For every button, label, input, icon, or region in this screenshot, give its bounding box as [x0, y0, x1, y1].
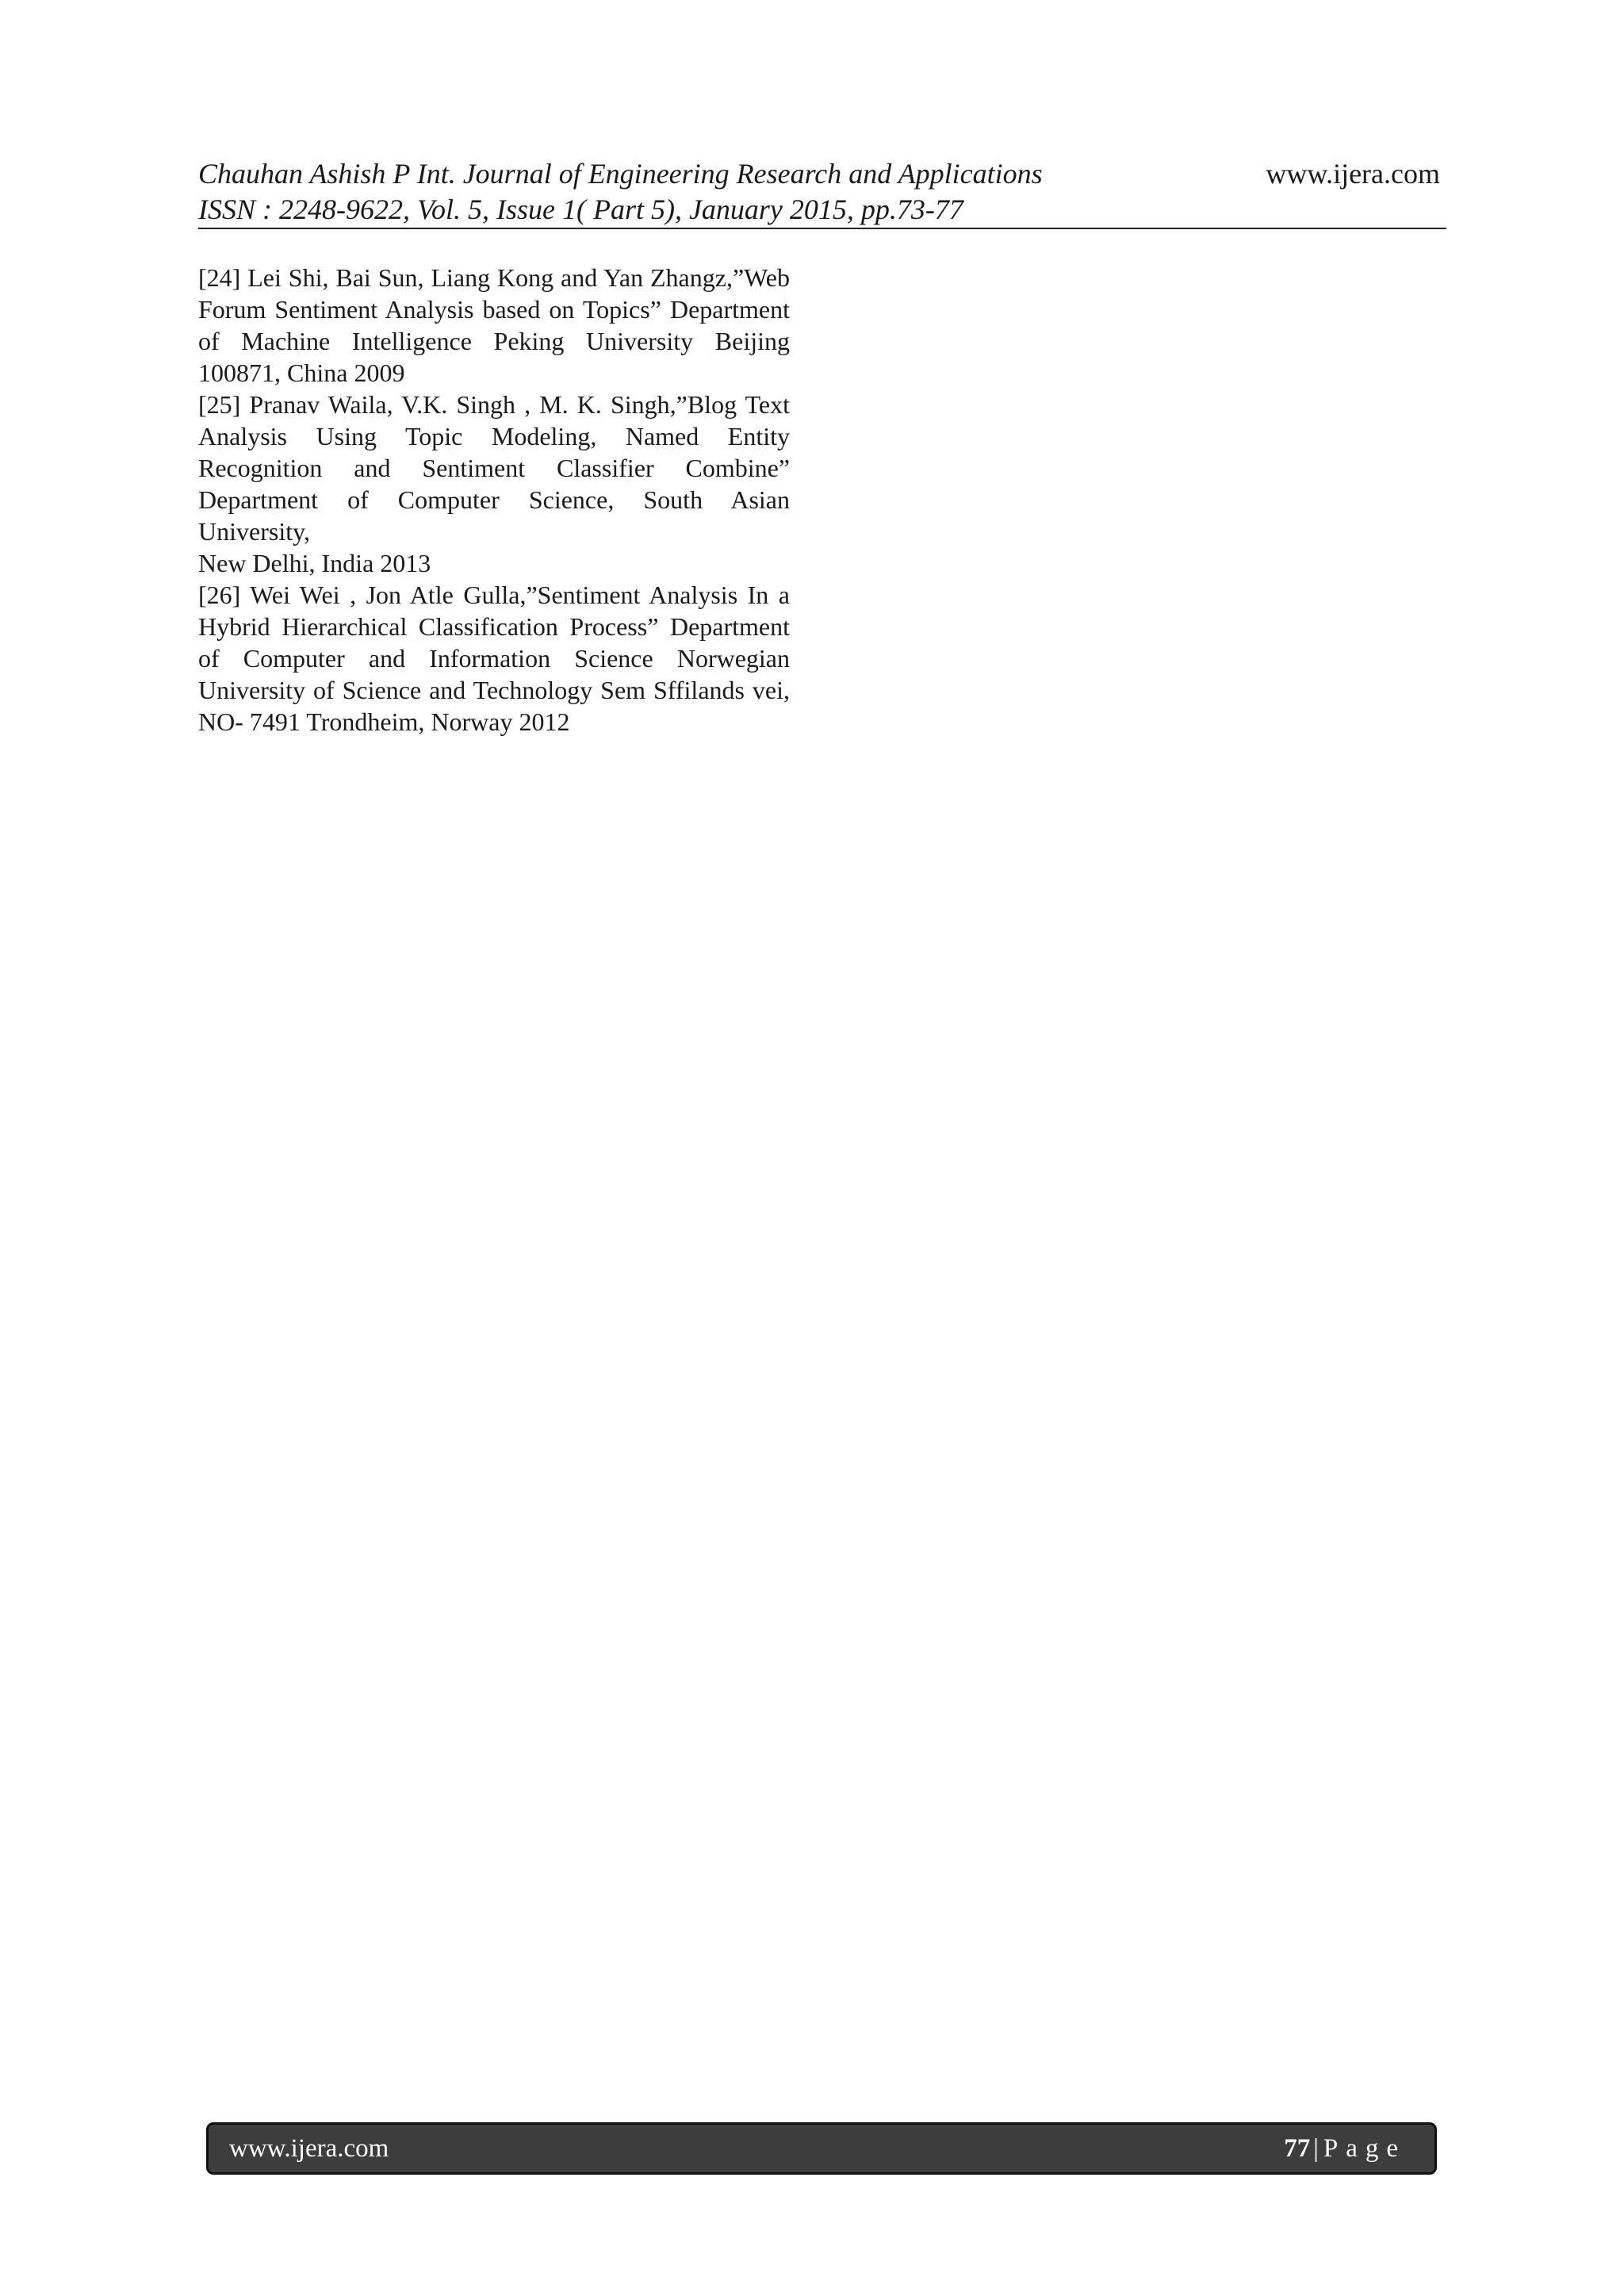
page-indicator: [1284, 2125, 1406, 2172]
running-header: [198, 155, 1440, 227]
page-footer: [206, 2122, 1437, 2175]
issn-line: ISSN : 2248-9622, Vol. 5, Issue 1( Part 5), January 2015, pp.73-77: [198, 194, 963, 225]
reference-list: [198, 262, 790, 738]
footer-url[interactable]: www.ijera.com: [229, 2134, 389, 2163]
header-divider: [198, 228, 1446, 229]
journal-title: Chauhan Ashish P Int. Journal of Engineering Research and Applications: [198, 158, 1043, 190]
page-separator: |: [1313, 2134, 1319, 2163]
journal-url[interactable]: www.ijera.com: [1266, 158, 1440, 190]
page-label: Page: [1323, 2134, 1406, 2163]
reference-25: [25] Pranav Waila, V.K. Singh , M. K. Singh,”Blog Text Analysis Using Topic Modeling, Named Entity Recognition and Sentiment Classifier Combine” Department of Computer Science, South Asian University,: [198, 390, 790, 546]
header-line-1: [198, 155, 1440, 192]
reference-26: [26] Wei Wei , Jon Atle Gulla,”Sentiment Analysis In a Hybrid Hierarchical Classification Process” Department of Computer and Information Science Norwegian University of Science and Technology Sem Sffilands vei, NO- 7491 Trondheim, Norway 2012: [198, 581, 790, 736]
reference-24: [24] Lei Shi, Bai Sun, Liang Kong and Yan Zhangz,”Web Forum Sentiment Analysis based on Topics” Department of Machine Intelligence Peking University Beijing 100871, China 2009: [198, 263, 790, 387]
reference-25-tail: New Delhi, India 2013: [198, 549, 431, 577]
page-number: 77: [1284, 2134, 1311, 2163]
